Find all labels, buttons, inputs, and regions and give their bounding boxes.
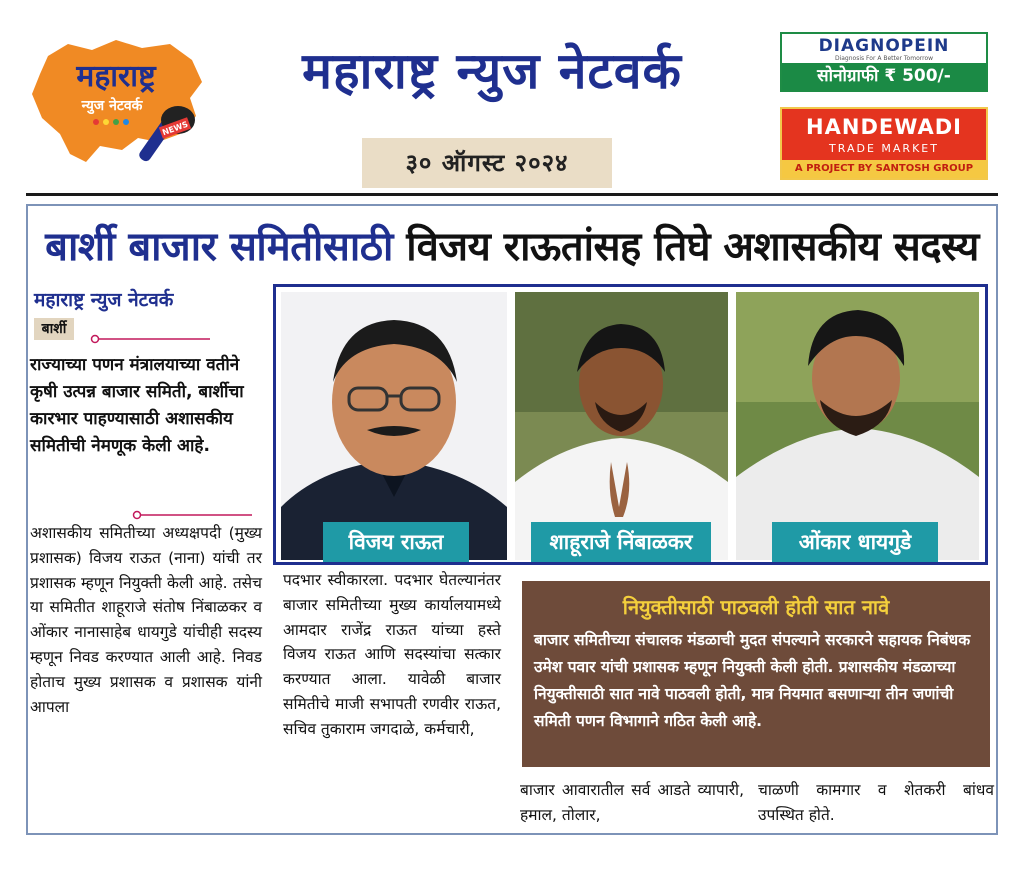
photo-caption: ओंकार धायगुडे: [772, 522, 938, 562]
logo-line2: न्युज नेटवर्क: [81, 98, 143, 114]
ad-handewadi[interactable]: [780, 107, 988, 180]
masthead-title: महाराष्ट्र न्युज नेटवर्क: [302, 42, 682, 100]
ad-diagnopein-brand: DIAGNOPEIN: [818, 36, 950, 56]
masthead-divider: [26, 193, 998, 196]
ad-handewadi-footer: A PROJECT BY SANTOSH GROUP: [782, 160, 986, 178]
ad-handewadi-subtitle: TRADE MARKET: [829, 142, 939, 155]
article-column-4: चाळणी कामगार व शेतकरी बांधव उपस्थित होते.: [758, 781, 994, 824]
byline: महाराष्ट्र न्युज नेटवर्क: [34, 289, 174, 311]
ad-diagnopein-offer: सोनोग्राफी ₹ 500/-: [782, 63, 986, 90]
issue-date: ३० ऑगस्ट २०२४: [362, 138, 612, 188]
divider-ornament: [132, 510, 252, 520]
ad-diagnopein[interactable]: [780, 32, 988, 92]
photo-shahuraje-nimbalkar: [515, 292, 728, 560]
headline-part2: विजय राऊतांसह तिघे अशासकीय सदस्य: [406, 224, 979, 270]
article-column-1: अशासकीय समितीच्या अध्यक्षपदी (मुख्य प्रशासक) विजय राऊत (नाना) यांची तर प्रशासक म्हणून नियुक्ती केली आहे. तसेच या समितीत शाहूराजे संतोष निंबाळकर व ओंकार नानासाहेब धायगुडे यांचीही सदस्य म्हणून निवड करण्यात आली आहे. निवड होताच मुख्य प्रशासक व प्रशासक यांनी आपला: [30, 524, 262, 716]
ad-handewadi-title: HANDEWADI: [806, 115, 962, 139]
mic-label: NEWS: [161, 119, 190, 138]
photo-vijay-raut: [281, 292, 507, 560]
photo-caption: शाहूराजे निंबाळकर: [531, 522, 711, 562]
masthead-logo: [30, 38, 208, 170]
article-column-3: बाजार आवारातील सर्व आडते व्यापारी, हमाल, तोलार,: [520, 781, 744, 824]
article-lead: राज्याच्या पणन मंत्रालयाच्या वतीने कृषी उत्पन्न बाजार समिती, बार्शीचा कारभार पाहण्यासाठी अशासकीय समितीची नेमणूक केली आहे.: [30, 355, 244, 456]
photo-caption: विजय राऊत: [323, 522, 469, 562]
sidebar-box-title: नियुक्तीसाठी पाठवली होती सात नावे: [622, 595, 890, 619]
article-column-2: पदभार स्वीकारला. पदभार घेतल्यानंतर बाजार समितीच्या मुख्य कार्यालयामध्ये आमदार राजेंद्र राऊत यांच्या हस्ते विजय राऊत आणि सदस्यांचा सत्कार करण्यात आला. यावेळी बाजार समितीचे माजी सभापती रणवीर राऊत, सचिव तुकाराम जगदाळे, कर्मचारी,: [283, 571, 501, 738]
sidebar-box-text: बाजार समितीच्या संचालक मंडळाची मुदत संपल्याने सरकारने सहायक निबंधक उमेश पवार यांची प्रशासक म्हणून नियुक्ती केली होती. प्रशासकीय मंडळाच्या नियुक्तीसाठी सात नावे पाठवली होती, मात्र नियमात बसणाऱ्या तीन जणांची समिती पणन विभागाने गठित केली आहे.: [534, 631, 971, 730]
photo-onkar-dhaygude: [736, 292, 979, 560]
divider-ornament: [90, 334, 210, 344]
logo-line1: महाराष्ट्र: [76, 59, 156, 94]
article-headline: [28, 216, 996, 278]
headline-part1: बार्शी बाजार समितीसाठी: [45, 224, 393, 270]
maharashtra-map-icon: [30, 38, 208, 170]
dateline-place: बार्शी: [34, 318, 74, 340]
sidebar-box: [522, 581, 990, 767]
ad-diagnopein-tagline: Diagnosis For A Better Tomorrow: [834, 55, 934, 62]
